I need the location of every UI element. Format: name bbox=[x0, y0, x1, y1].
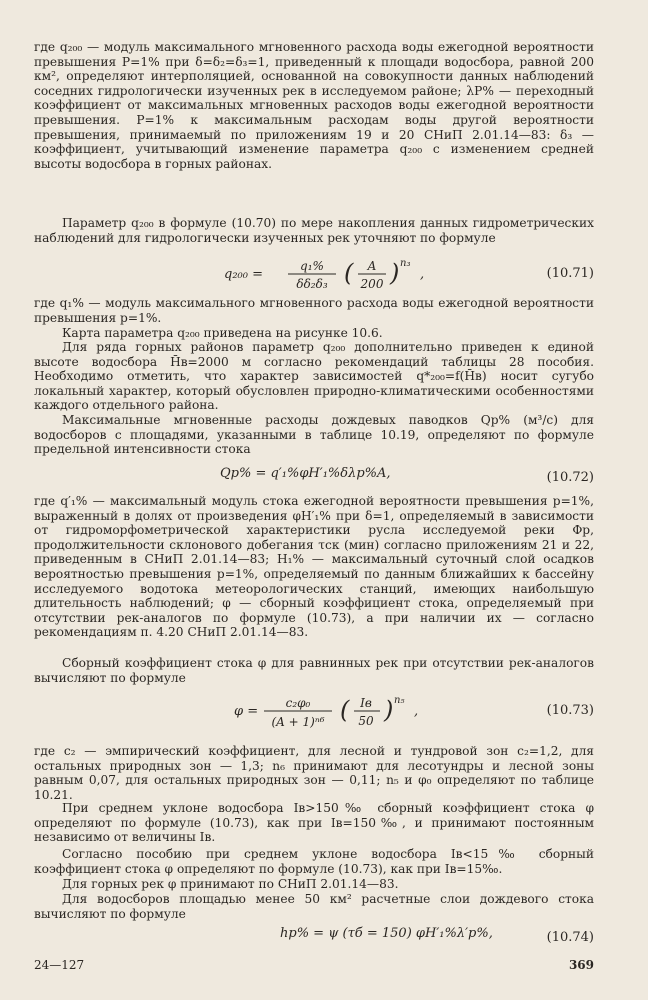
eq3-paren-num: Iв bbox=[360, 696, 372, 710]
eq1-numerator: q₁% bbox=[300, 259, 324, 273]
eq1-denominator: δδ₂δ₃ bbox=[296, 277, 328, 291]
paragraph-11: Согласно пособию при среднем уклоне водосбора Iв<15‰ сборный коэффициент стока φ определяют по формуле (10.73), как при Iв=15‰. bbox=[34, 847, 594, 876]
eq3-lhs: φ = bbox=[234, 704, 259, 719]
equation-10-74-formula: hp% = ψ (τб = 150) φH′₁%λ′p%, bbox=[280, 926, 493, 941]
paragraph-13: Для водосборов площадью менее 50 км² расчетные слои дождевого стока вычисляют по формуле bbox=[34, 892, 594, 921]
eq1-paren-den: 200 bbox=[360, 277, 384, 291]
eq3-numerator: c₂φ₀ bbox=[285, 696, 311, 710]
eq1-paren-num: A bbox=[367, 259, 377, 273]
equation-10-72 bbox=[34, 462, 594, 494]
page-number: 369 bbox=[568, 958, 594, 972]
paragraph-6: Максимальные мгновенные расходы дождевых паводков Qp% (м³/с) для водосборов с площадями, указанными в таблице 10.19, определяют по формуле предельной интенсивности стока bbox=[34, 413, 594, 457]
paragraph-3: где q₁% — модуль максимального мгновенного расхода воды ежегодной вероятности превышения p=1%. bbox=[34, 296, 594, 325]
equation-10-72-formula: Qp% = q′₁%φH′₁%δλp%A, bbox=[220, 466, 391, 481]
equation-label: (10.71) bbox=[546, 266, 594, 281]
paragraph-2: Параметр q₂₀₀ в формуле (10.70) по мере накопления данных гидрометрических наблюдений для гидрологически изученных рек уточняют по формуле bbox=[34, 216, 594, 245]
equation-10-73-formula bbox=[234, 695, 494, 731]
paragraph-7: где q′₁% — максимальный модуль стока ежегодной вероятности превышения p=1%, выраженный в долях от произведения φH′₁% при δ=1, определяемый в зависимости от гидроморфометрической характеристики русла исследуемой реки Φр, продолжительности склонового добегания τск (мин) согласно приложениям 21 и 22, приведенным в СНиП 2.01.14—83; H₁% — максимальный суточный слой осадков вероятностью превышения p=1%, определяемый по данным ближайших к бассейну исследуемого водотока метеорологических станций, имеющих наибольшую длительность наблюдений; φ — сборный коэффициент стока, определяемый при отсутствии рек-аналогов по формуле (10.73), а при наличии их — согласно рекомендациям п. 4.20 СНиП 2.01.14—83. bbox=[34, 494, 594, 640]
eq1-tail: , bbox=[420, 267, 425, 282]
paragraph-10: При среднем уклоне водосбора Iв>150‰ сборный коэффициент стока φ определяют по формуле (10.73), как при Iв=150‰, и принимают постоянным независимо от величины Iв. bbox=[34, 801, 594, 845]
paragraph-1: где q₂₀₀ — модуль максимального мгновенного расхода воды ежегодной вероятности превышения P=1% при δ=δ₂=δ₃=1, приведенный к площади водосбора, равной 200 км², определяют интерполяцией, основанной на совокупности данных наблюдений соседних гидрологически изученных рек в исследуемом районе; λP% — переходный коэффициент от максимальных мгновенных расходов воды ежегодной вероятности превышения. P=1% к максимальным расходам воды другой вероятности превышения, принимаемый по приложениям 19 и 20 СНиП 2.01.14—83: δ₃ — коэффициент, учитывающий изменение параметра q₂₀₀ с изменением средней высоты водосбора в горных районах. bbox=[34, 40, 594, 171]
eq3-denominator: (A + 1)ⁿ⁶ bbox=[271, 715, 325, 729]
paragraph-8: Сборный коэффициент стока φ для равнинных рек при отсутствии рек-аналогов вычисляют по формуле bbox=[34, 656, 594, 685]
equation-10-71 bbox=[34, 258, 594, 290]
paragraph-5: Для ряда горных районов параметр q₂₀₀ дополнительно приведен к единой высоте водосбора H̄в=2000 м согласно рекомендаций таблицы 28 пособия. Необходимо отметить, что характер зависимостей q*₂₀₀=f(H̄в) носит сугубо локальный характер, который обусловлен природно-климатическими особенностями каждого отдельного района. bbox=[34, 340, 594, 413]
svg-text:): ) bbox=[390, 259, 400, 287]
eq3-tail: , bbox=[414, 704, 419, 719]
eq1-exponent: n₃ bbox=[400, 258, 411, 269]
footer-signature: 24—127 bbox=[34, 958, 85, 972]
paragraph-4: Карта параметра q₂₀₀ приведена на рисунке 10.6. bbox=[62, 326, 383, 340]
eq3-paren-den: 50 bbox=[358, 714, 374, 728]
paragraph-9: где c₂ — эмпирический коэффициент, для лесной и тундровой зон c₂=1,2, для остальных природных зон — 1,3; n₆ принимают для лесотундры и лесной зоны равным 0,07, для остальных природных зон — 0,11; n₅ и φ₀ определяют по таблице 10.21. bbox=[34, 744, 594, 802]
svg-text:(: ( bbox=[340, 696, 350, 724]
paragraph-12: Для горных рек φ принимают по СНиП 2.01.14—83. bbox=[62, 877, 399, 891]
eq1-lhs: q₂₀₀ = bbox=[224, 267, 263, 282]
equation-label: (10.73) bbox=[546, 703, 594, 718]
eq3-exponent: n₅ bbox=[394, 695, 405, 706]
equation-10-74 bbox=[34, 922, 594, 954]
equation-label: (10.72) bbox=[546, 470, 594, 485]
svg-text:(: ( bbox=[344, 259, 354, 287]
equation-10-73 bbox=[34, 695, 594, 727]
svg-text:): ) bbox=[384, 696, 394, 724]
equation-label: (10.74) bbox=[546, 930, 594, 945]
equation-10-71-formula bbox=[224, 258, 504, 292]
